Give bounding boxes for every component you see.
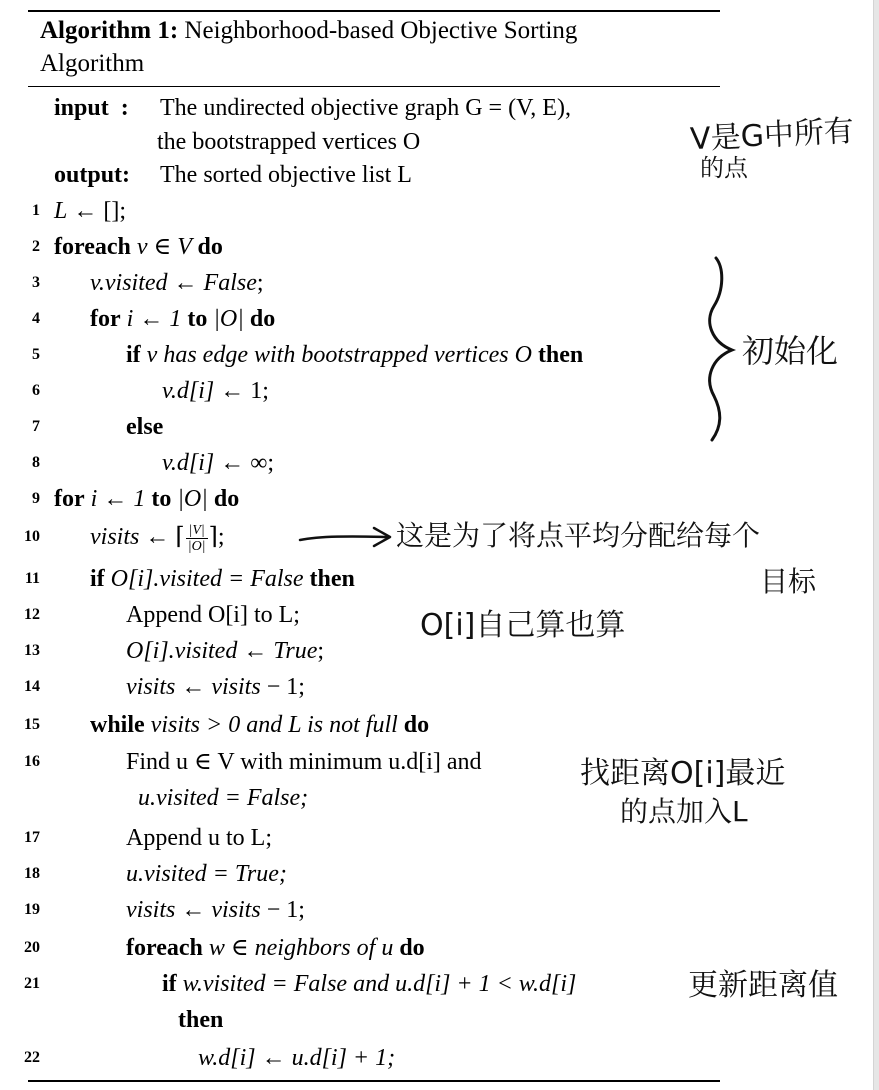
input-line-2: the bootstrapped vertices O	[157, 129, 421, 155]
line-number: 10	[24, 528, 40, 545]
line-number: 11	[24, 570, 40, 587]
handwritten-note-v: 的点	[700, 154, 748, 182]
caption-title: Neighborhood-based Objective Sorting Algorithm	[40, 17, 578, 77]
line-number: 14	[24, 678, 40, 695]
curly-brace	[710, 258, 732, 440]
line-number: 5	[32, 346, 40, 363]
line-number: 6	[32, 382, 40, 399]
input-line-1: The undirected objective graph G = (V, E),	[160, 95, 571, 121]
output-text: The sorted objective list L	[160, 162, 412, 188]
input-label: input :	[54, 95, 129, 121]
line-number: 7	[32, 418, 40, 435]
line-number: 1	[32, 202, 40, 219]
handwritten-note-find: 找距离O[i]最近	[580, 756, 786, 791]
line-number: 18	[24, 865, 40, 882]
line-number: 13	[24, 642, 40, 659]
handwritten-note-update: 更新距离值	[688, 968, 838, 1003]
line-number: 20	[24, 939, 40, 956]
line-number: 3	[32, 274, 40, 291]
line-number: 9	[32, 490, 40, 507]
line-number: 8	[32, 454, 40, 471]
line-number: 21	[24, 975, 40, 992]
line-number: 22	[24, 1049, 40, 1066]
caption-label: Algorithm 1:	[40, 17, 179, 44]
handwritten-note-init: 初始化	[742, 332, 839, 370]
output-label: output:	[54, 162, 131, 188]
line-number: 2	[32, 238, 40, 255]
handwritten-note-v: V是G中所有	[689, 113, 855, 158]
line-number: 15	[24, 716, 40, 733]
handwritten-note-visits: 目标	[760, 565, 817, 598]
handwritten-note-visits: 这是为了将点平均分配给每个	[396, 519, 761, 552]
line-number: 4	[32, 310, 40, 327]
line-number: 19	[24, 901, 40, 918]
arrow-line	[300, 536, 388, 540]
line-number: 12	[24, 606, 40, 623]
line-number: 16	[24, 753, 40, 770]
handwritten-note-oi: O[i]自己算也算	[420, 608, 626, 643]
line-number: 17	[24, 829, 40, 846]
handwritten-note-find: 的点加入L	[620, 795, 748, 828]
fraction: $\frac{|V|}{|O|}$	[187, 522, 206, 554]
